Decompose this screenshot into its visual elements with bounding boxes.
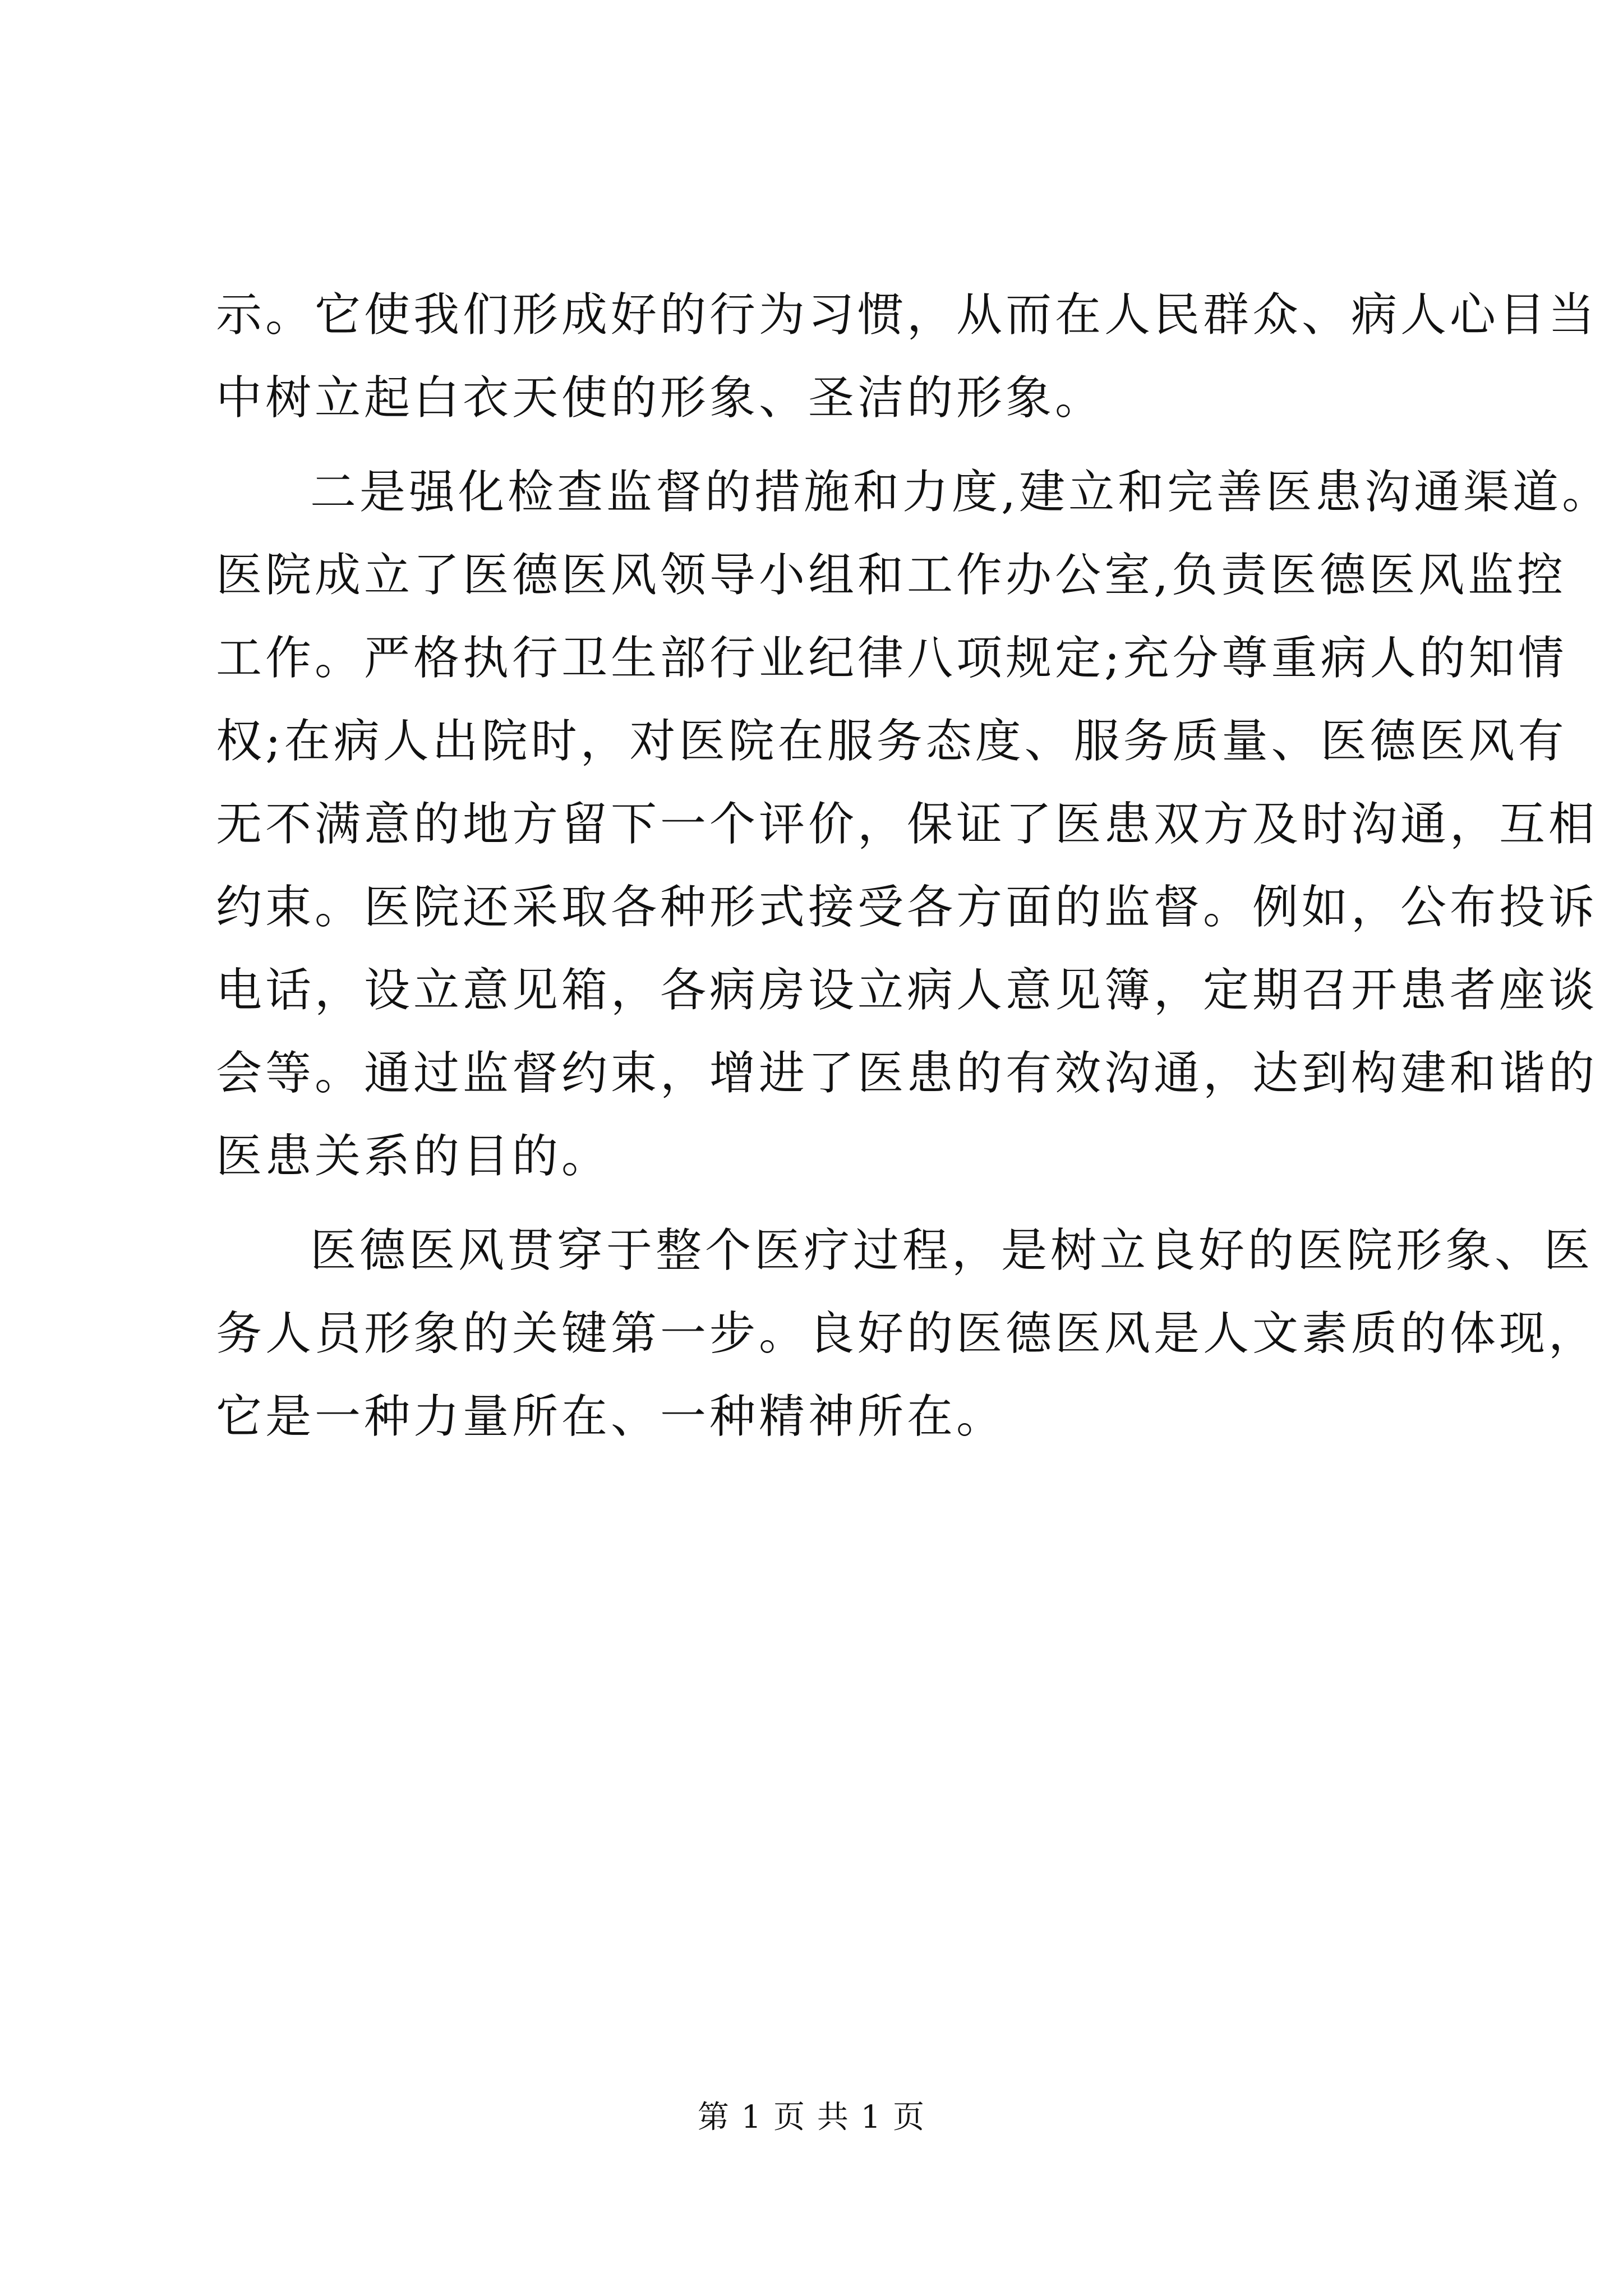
paragraph-2 [216, 451, 1612, 1198]
page-footer: 第 1 页 共 1 页 [697, 2099, 926, 2136]
text-line: 务人员形象的关键第一步。良好的医德医风是人文素质的体现， [216, 1307, 1598, 1360]
paragraph-3 [216, 1209, 1598, 1458]
text-line: 医院成立了医德医风领导小组和工作办公室,负责医德医风监控 [216, 549, 1567, 602]
text-line: 它是一种力量所在、一种精神所在。 [216, 1390, 1006, 1443]
text-line: 二是强化检查监督的措施和力度,建立和完善医患沟通渠道。 [310, 466, 1612, 519]
paragraph-1 [216, 274, 1598, 440]
text-line: 示。它使我们形成好的行为习惯，从而在人民群众、病人心目当 [216, 288, 1598, 342]
text-line: 医德医风贯穿于整个医疗过程，是树立良好的医院形象、医 [310, 1224, 1594, 1277]
text-line: 电话，设立意见箱，各病房设立病人意见簿，定期召开患者座谈 [216, 964, 1598, 1017]
text-line: 工作。严格执行卫生部行业纪律八项规定;充分尊重病人的知情 [216, 632, 1567, 685]
text-line: 权;在病人出院时，对医院在服务态度、服务质量、医德医风有 [216, 715, 1567, 768]
text-line: 无不满意的地方留下一个评价，保证了医患双方及时沟通，互相 [216, 798, 1598, 851]
text-line: 医患关系的目的。 [216, 1130, 611, 1183]
text-line: 约束。医院还采取各种形式接受各方面的监督。例如，公布投诉 [216, 881, 1598, 934]
text-line: 中树立起白衣天使的形象、圣洁的形象。 [216, 371, 1105, 425]
document-body [216, 274, 1612, 1458]
text-line: 会等。通过监督约束，增进了医患的有效沟通，达到构建和谐的 [216, 1047, 1598, 1100]
